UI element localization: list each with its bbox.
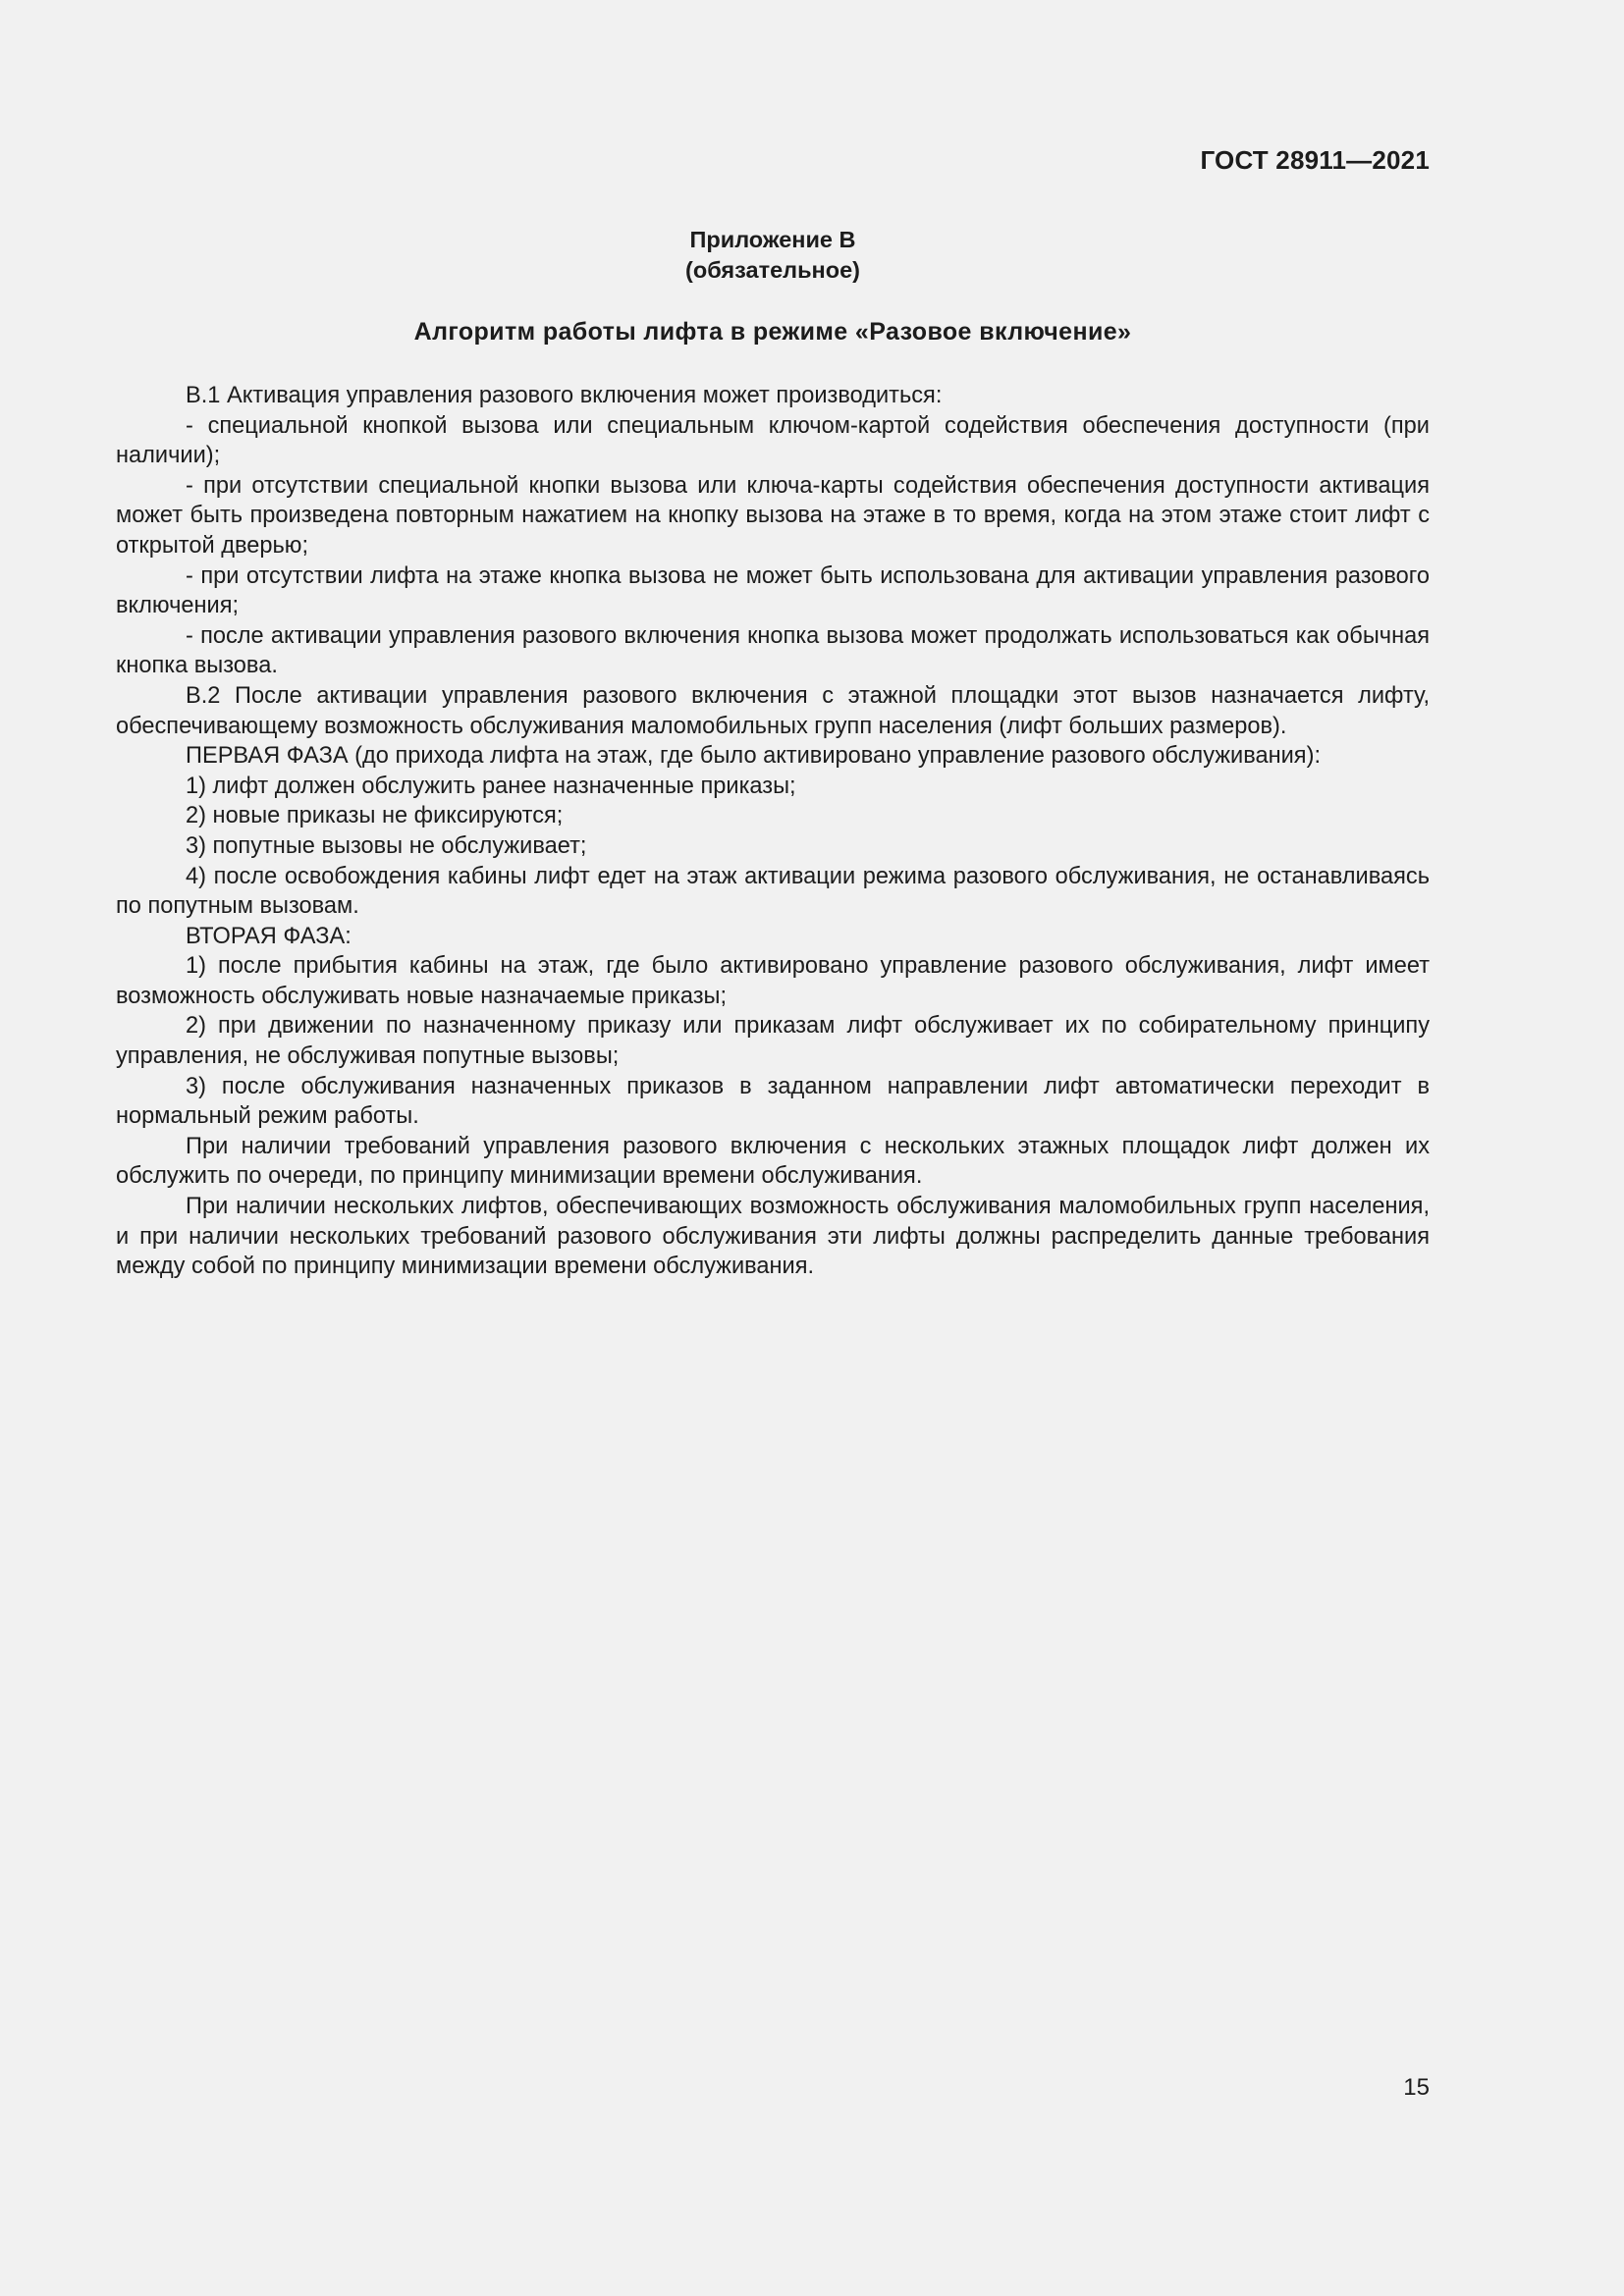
- document-page: [116, 0, 1430, 2296]
- paragraph: В.2 После активации управления разового включения с этажной площадки этот вызов назначается лифту, обеспечивающему возможность обслуживания маломобильных групп населения (лифт больших размеров).: [116, 682, 1430, 739]
- paragraph: 3) попутные вызовы не обслуживает;: [186, 832, 587, 859]
- paragraph: При наличии нескольких лифтов, обеспечивающих возможность обслуживания маломобильных групп населения, и при наличии нескольких требований разового обслуживания эти лифты должны распределить данные требования между собой по принципу минимизации времени обслуживания.: [116, 1194, 1430, 1280]
- appendix-status: (обязательное): [685, 257, 860, 283]
- paragraph: 4) после освобождения кабины лифт едет на этаж активации режима разового обслуживания, не останавливаясь по попутным вызовам.: [116, 863, 1430, 920]
- paragraph: 1) лифт должен обслужить ранее назначенные приказы;: [186, 773, 796, 799]
- section-title: Алгоритм работы лифта в режиме «Разовое включение»: [413, 318, 1132, 346]
- paragraph: - после активации управления разового включения кнопка вызова может продолжать использоваться как обычная кнопка вызова.: [116, 622, 1430, 679]
- appendix-title: Приложение В: [689, 227, 856, 252]
- appendix-heading: [116, 225, 1430, 286]
- paragraph: - при отсутствии лифта на этаже кнопка вызова не может быть использована для активации управления разового включения;: [116, 562, 1430, 619]
- document-body: [116, 381, 1430, 1282]
- paragraph: - при отсутствии специальной кнопки вызова или ключа-карты содействия обеспечения доступности активация может быть произведена повторным нажатием на кнопку вызова на этаже в то время, когда на этом этаже стоит лифт с открытой дверью;: [116, 472, 1430, 559]
- paragraph: 3) после обслуживания назначенных приказов в заданном направлении лифт автоматически переходит в нормальный режим работы.: [116, 1073, 1430, 1130]
- paragraph: - специальной кнопкой вызова или специальным ключом-картой содействия обеспечения доступности (при наличии);: [116, 412, 1430, 469]
- paragraph: При наличии требований управления разового включения с нескольких этажных площадок лифт должен их обслужить по очереди, по принципу минимизации времени обслуживания.: [116, 1133, 1430, 1190]
- page-number: 15: [1403, 2074, 1430, 2101]
- paragraph: ПЕРВАЯ ФАЗА (до прихода лифта на этаж, где было активировано управление разового обслуживания):: [186, 743, 1321, 770]
- paragraph: 1) после прибытия кабины на этаж, где было активировано управление разового обслуживания, лифт имеет возможность обслуживать новые назначаемые приказы;: [116, 953, 1430, 1009]
- document-code: ГОСТ 28911—2021: [1200, 145, 1430, 175]
- paragraph: ВТОРАЯ ФАЗА:: [186, 923, 352, 949]
- paragraph: 2) новые приказы не фиксируются;: [186, 803, 564, 829]
- paragraph: 2) при движении по назначенному приказу или приказам лифт обслуживает их по собирательному принципу управления, не обслуживая попутные вызовы;: [116, 1013, 1430, 1070]
- paragraph: В.1 Активация управления разового включения может производиться:: [186, 383, 943, 408]
